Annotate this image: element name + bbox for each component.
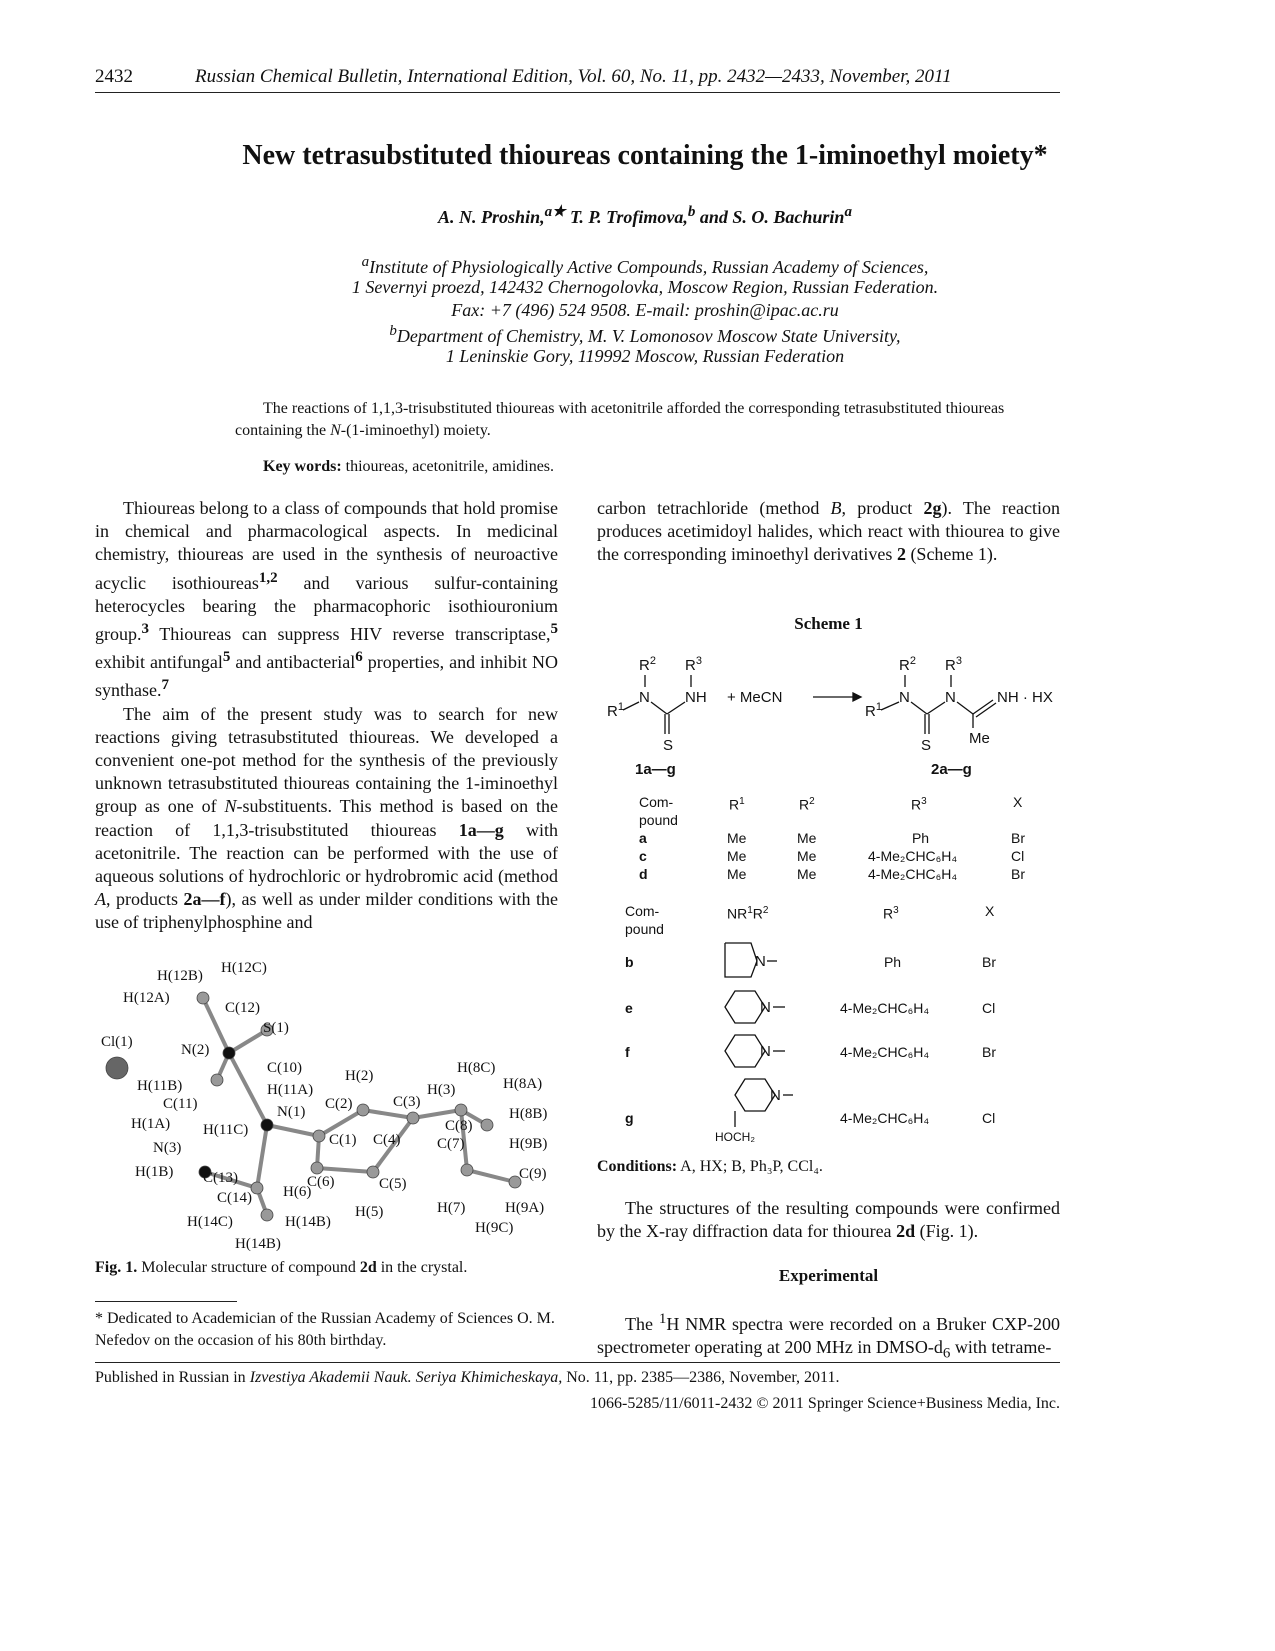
svg-text:C(14): C(14): [217, 1190, 252, 1206]
reactant-nh: NH: [685, 689, 707, 706]
affiliation-a-line3: Fax: +7 (496) 524 9508. E-mail: proshin@ipac.ac.ru: [451, 300, 839, 320]
table2-row-e-r3: 4-Me₂CHC₆H₄: [840, 1000, 930, 1016]
hoch2-label: HOCH₂: [715, 1130, 755, 1144]
experimental-heading: Experimental: [778, 1266, 879, 1285]
abstract-italic-n: N: [330, 422, 341, 439]
header-rule: [95, 92, 1060, 93]
reactant-r3: $R^3$: [685, 655, 702, 674]
svg-text:C(1): C(1): [329, 1132, 357, 1148]
table2-row-e-x: Cl: [982, 1000, 996, 1016]
author-2-sup: b: [687, 204, 696, 220]
table1-row-d-r3: 4-Me₂CHC₆H₄: [868, 866, 958, 882]
svg-text:H(14B): H(14B): [235, 1236, 281, 1252]
svg-text:Cl(1): Cl(1): [101, 1034, 133, 1050]
table1-row-d-r2: Me: [797, 866, 817, 882]
structure-paragraph: The structures of the resulting compounds were confirmed by the X-ray diffraction data for thiourea 2d (Fig. 1).: [597, 1198, 1060, 1242]
svg-text:H(9C): H(9C): [475, 1220, 514, 1236]
svg-text:H(12B): H(12B): [157, 968, 203, 984]
affil-a-sup: a: [361, 254, 370, 270]
svg-text:S(1): S(1): [263, 1020, 289, 1036]
table1-row-a-r2: Me: [797, 830, 817, 846]
table2-row-g-x: Cl: [982, 1110, 996, 1126]
authors: [95, 202, 1195, 228]
svg-text:C(8): C(8): [445, 1118, 473, 1134]
paragraph-intro: Thioureas belong to a class of compounds that hold promise in chemical and pharmacological aspects. In medicinal chemistry, thioureas are used in the synthesis of neuroactive acyclic isothioureas$^{1,2}$ and various sulfur-containing heterocycles bearing the pharmacophoric isothiouronium group.$^3$ Thioureas can suppress HIV reverse transcriptase,$^5$ exhibit antifungal$^5$ and antibacterial$^6$ properties, and inhibit NO synthase.$^7$: [95, 498, 559, 701]
svg-text:C(3): C(3): [393, 1094, 421, 1110]
product-s: S: [921, 737, 932, 754]
svg-text:H(11A): H(11A): [267, 1082, 314, 1098]
table1-row-c-r2: Me: [797, 848, 817, 864]
svg-text:C(13): C(13): [203, 1170, 238, 1186]
svg-text:N(3): N(3): [153, 1140, 182, 1156]
author-1: A. N. Proshin,: [438, 207, 545, 227]
compound-1-label: 1a—g: [635, 761, 676, 778]
table2-row-f-r3: 4-Me₂CHC₆H₄: [840, 1044, 930, 1060]
svg-text:C(4): C(4): [373, 1132, 401, 1148]
svg-text:H(9B): H(9B): [509, 1136, 548, 1152]
affiliation-b-line1: [95, 323, 1195, 347]
table2-row-f-x: Br: [982, 1044, 996, 1060]
svg-text:C(9): C(9): [519, 1166, 547, 1182]
svg-text:N(1): N(1): [277, 1104, 306, 1120]
keywords-text: thioureas, acetonitrile, amidines.: [341, 458, 555, 475]
table1-row-a-x: Br: [1011, 830, 1025, 846]
table2-header-x: X: [985, 903, 995, 919]
affiliation-a-line2: 1 Severnyi proezd, 142432 Chernogolovka, Moscow Region, Russian Federation.: [351, 277, 939, 297]
svg-text:H(8B): H(8B): [509, 1106, 548, 1122]
keywords: [263, 458, 554, 476]
svg-text:H(6): H(6): [283, 1184, 312, 1200]
table1-row-d-r1: Me: [727, 866, 747, 882]
svg-text:C(6): C(6): [307, 1174, 335, 1190]
publication-line: Published in Russian in Izvestiya Akademii Nauk. Seriya Khimicheskaya, No. 11, pp. 2385—2386, November, 2011.: [95, 1369, 840, 1386]
reactant-s: S: [663, 737, 674, 754]
pyrrolidine-ring-icon: [725, 943, 757, 977]
table1-row-c-r3: 4-Me₂CHC₆H₄: [868, 848, 958, 864]
svg-text:H(12C): H(12C): [221, 960, 267, 976]
scheme-bonds: [623, 675, 996, 734]
amine-rings: [715, 935, 845, 1150]
scheme-title: Scheme 1: [794, 614, 863, 633]
piperidine-ring-e-icon: [725, 991, 765, 1023]
svg-text:H(11B): H(11B): [137, 1078, 183, 1094]
svg-text:H(9A): H(9A): [505, 1200, 545, 1216]
svg-text:H(3): H(3): [427, 1082, 456, 1098]
author-3: and S. O. Bachurin: [695, 207, 845, 227]
ring-n-g: N: [770, 1087, 781, 1104]
author-2: T. P. Trofimova,: [565, 207, 688, 227]
table2-header-compound: Com- pound: [625, 903, 664, 937]
svg-text:C(5): C(5): [379, 1176, 407, 1192]
table1-row-a-id: a: [639, 830, 647, 846]
svg-text:H(7): H(7): [437, 1200, 466, 1216]
abstract-text1: The reactions of 1,1,3-trisubstituted thioureas with acetonitrile afforded the corresponding tetrasubstituted thioureas containing the: [235, 400, 1005, 439]
compound-2-label: 2a—g: [931, 761, 972, 778]
table2-row-b-r3: Ph: [883, 954, 902, 970]
left-column: [95, 497, 558, 935]
svg-text:C(11): C(11): [163, 1096, 198, 1112]
conditions: Conditions: A, HX; B, Ph₃P, CCl₄.: [597, 1158, 823, 1175]
affiliation-b-line2: 1 Leninskie Gory, 119992 Moscow, Russian Federation: [445, 346, 845, 366]
table2-header-nr1r2: $NR^1R^2$: [727, 905, 769, 922]
svg-text:H(14C): H(14C): [187, 1214, 233, 1230]
svg-text:H(1A): H(1A): [131, 1116, 171, 1132]
table1-header-r2: $R^2$: [799, 796, 815, 813]
svg-text:H(11C): H(11C): [203, 1122, 249, 1138]
journal-header: Russian Chemical Bulletin, International Edition, Vol. 60, No. 11, pp. 2432—2433, November, 2011: [195, 66, 952, 87]
molecular-structure-figure: [95, 950, 560, 1255]
table2-row-b-id: b: [625, 954, 634, 970]
affiliation-a-line1: [95, 254, 1195, 278]
table2-row-g-id: g: [625, 1110, 634, 1126]
product-r2: $R^2$: [899, 655, 916, 674]
svg-text:H(14B): H(14B): [285, 1214, 331, 1230]
table1-row-c-r1: Me: [727, 848, 747, 864]
svg-text:H(8A): H(8A): [503, 1076, 543, 1092]
table2-row-b-x: Br: [982, 954, 996, 970]
keywords-label: Key words:: [263, 458, 342, 475]
article-title: New tetrasubstituted thioureas containing the 1-iminoethyl moiety*: [242, 140, 1048, 171]
table1-row-d-x: Br: [1011, 866, 1025, 882]
svg-text:H(1B): H(1B): [135, 1164, 174, 1180]
svg-text:H(5): H(5): [355, 1204, 384, 1220]
svg-text:N(2): N(2): [181, 1042, 210, 1058]
product-n2: N: [945, 689, 956, 706]
footer-rule: [95, 1362, 1060, 1363]
product-nh-hx: NH · HX: [997, 689, 1053, 706]
page-number: 2432: [95, 66, 133, 87]
mol-labels: [101, 960, 547, 1252]
affil-b-text1: Department of Chemistry, M. V. Lomonosov Moscow State University,: [396, 326, 901, 346]
reaction-scheme: [597, 650, 1067, 790]
figure-caption: Fig. 1. Molecular structure of compound 2d in the crystal.: [95, 1259, 468, 1276]
right-column-top: [597, 497, 1060, 567]
footnote-rule: [95, 1301, 237, 1302]
author-1-sup: a★: [544, 204, 566, 220]
abstract: [235, 398, 1035, 442]
ring-n-f: N: [760, 1043, 771, 1060]
table1-header-r1: $R^1$: [729, 796, 745, 813]
paragraph-continued: carbon tetrachloride (method B, product 2g). The reaction produces acetimidoyl halides, which react with thiourea to give the corresponding iminoethyl derivatives 2 (Scheme 1).: [597, 498, 1060, 565]
table1-header-compound: Com- pound: [639, 794, 678, 828]
piperidine-ring-g-icon: [735, 1079, 775, 1111]
reactant-n: N: [639, 689, 650, 706]
copyright: 1066-5285/11/6011-2432 © 2011 Springer Science+Business Media, Inc.: [590, 1395, 1060, 1412]
svg-text:H(8C): H(8C): [457, 1060, 496, 1076]
reactant-r2: $R^2$: [639, 655, 656, 674]
paragraph-aim: The aim of the present study was to search for new reactions giving tetrasubstituted thioureas. We developed a convenient one-pot method for the synthesis of the previously unknown tetrasubstituted thioureas containing the 1-iminoethyl group as one of N-substituents. This method is based on the reaction of 1,1,3-trisubstituted thioureas 1a—g with acetonitrile. The reaction can be performed with the use of aqueous solutions of hydrochloric or hydrobromic acid (method A, products 2a—f), as well as under milder conditions with the use of triphenylphosphine and: [95, 703, 558, 933]
abstract-text2: -(1-iminoethyl) moiety.: [340, 422, 491, 439]
table1-row-a-r3: Ph: [911, 830, 930, 846]
experimental-paragraph: The $^1$H NMR spectra were recorded on a Bruker CXP-200 spectrometer operating at 200 MHz in DMSO-$d_6$ with tetrame-: [597, 1311, 1061, 1362]
table1-header-r3: $R^3$: [911, 796, 927, 813]
table2-row-e-id: e: [625, 1000, 633, 1016]
ring-n-b: N: [755, 953, 766, 970]
plus-mecn: + MeCN: [727, 689, 783, 706]
reactant-r1: $R^1$: [607, 701, 624, 720]
affil-b-sup: b: [389, 323, 397, 339]
ring-n-e: N: [760, 999, 771, 1016]
svg-text:C(12): C(12): [225, 1000, 260, 1016]
affil-a-text1: Institute of Physiologically Active Compounds, Russian Academy of Sciences,: [369, 257, 929, 277]
svg-text:C(10): C(10): [267, 1060, 302, 1076]
author-3-sup: a: [844, 204, 852, 220]
table2-row-g-r3: 4-Me₂CHC₆H₄: [840, 1110, 930, 1126]
product-me: Me: [969, 730, 990, 747]
table2-row-f-id: f: [625, 1044, 630, 1060]
product-n1: N: [899, 689, 910, 706]
table1-row-c-id: c: [639, 848, 647, 864]
table2-header-r3: $R^3$: [883, 905, 899, 922]
product-r1: $R^1$: [865, 701, 882, 720]
svg-text:H(2): H(2): [345, 1068, 374, 1084]
svg-text:C(7): C(7): [437, 1136, 465, 1152]
svg-text:C(2): C(2): [325, 1096, 353, 1112]
footnote: * Dedicated to Academician of the Russian Academy of Sciences O. M. Nefedov on the occasion of his 80th birthday.: [95, 1310, 555, 1349]
svg-text:H(12A): H(12A): [123, 990, 170, 1006]
piperidine-ring-f-icon: [725, 1035, 765, 1067]
product-r3: $R^3$: [945, 655, 962, 674]
table1-row-a-r1: Me: [727, 830, 747, 846]
table1-row-d-id: d: [639, 866, 648, 882]
table1-header-x: X: [1013, 794, 1023, 810]
table1-row-c-x: Cl: [1011, 848, 1025, 864]
